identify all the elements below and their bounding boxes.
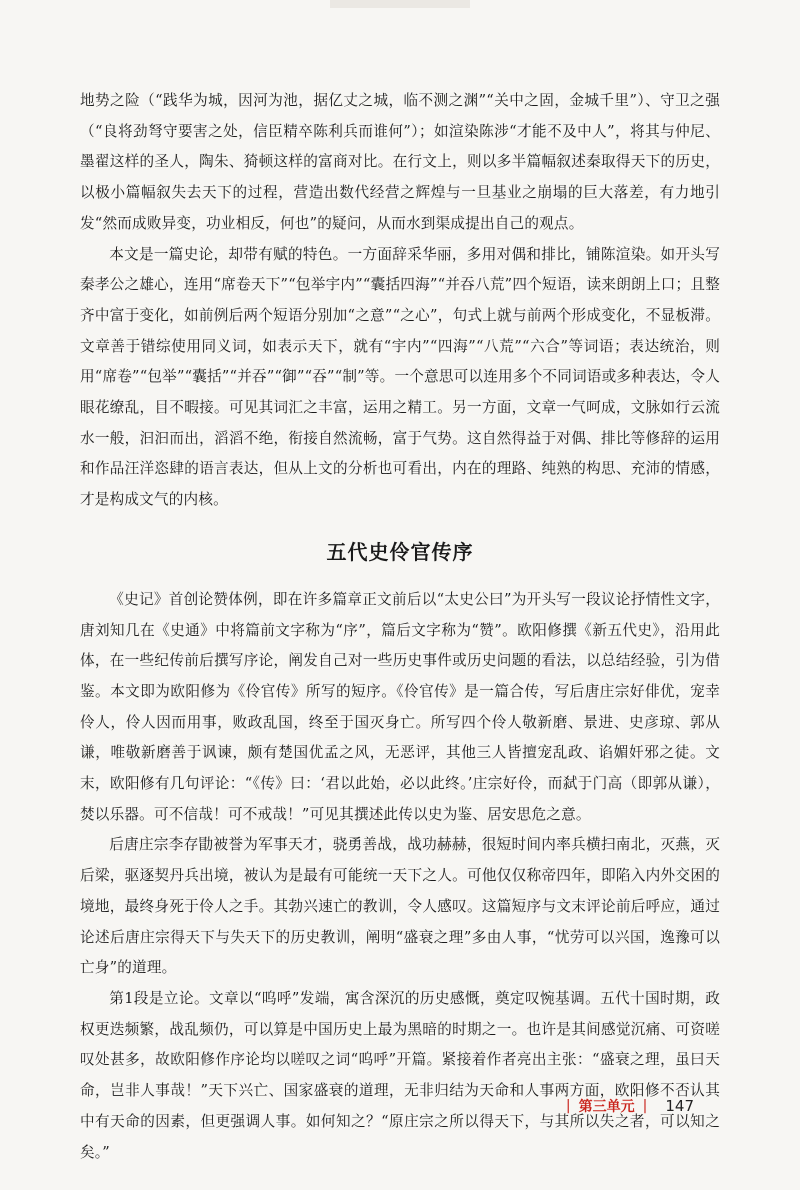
section-title: 五代史伶官传序	[326, 539, 474, 564]
footer-divider: |	[565, 1098, 571, 1114]
unit-label: 第三单元	[578, 1099, 635, 1115]
top-edge-shadow	[330, 0, 470, 8]
page-content	[80, 86, 720, 1168]
paragraph: 《史记》首创论赞体例，即在许多篇章正文前后以“太史公曰”为开头写一段议论抒情性文字，唐刘知几在《史通》中将篇前文字称为“序”，篇后文字称为“赞”。欧阳修撰《新五代史》，沿用此体，在一些纪传前后撰写序论，阐发自己对一些历史事件或历史问题的看法，以总结经验，引为借鉴。本文即为欧阳修为《伶官传》所写的短序。《伶官传》是一篇合传，写后唐庄宗好俳优，宠幸伶人，伶人因而用事，败政乱国，终至于国灭身亡。所写四个伶人敬新磨、景进、史彦琼、郭从谦，唯敬新磨善于讽谏，颇有楚国优孟之风，无恶评，其他三人皆擅宠乱政、谄媚奸邪之徒。文末，欧阳修有几句评论：“《传》曰：‘君以此始，必以此终。’庄宗好伶，而弑于门高（即郭从谦），焚以乐器。可不信哉！可不戒哉！”可见其撰述此传以史为鉴、居安思危之意。	[80, 590, 720, 823]
paragraph: 后唐庄宗李存勖被誉为军事天才，骁勇善战，战功赫赫，很短时间内率兵横扫南北，灭燕，灭后梁，驱逐契丹兵出境，被认为是最有可能统一天下之人。可他仅仅称帝四年，即陷入内外交困的境地，最终身死于伶人之手。其勃兴速亡的教训，令人感叹。这篇短序与文末评论前后呼应，通过论述后唐庄宗得天下与失天下的历史教训，阐明“盛衰之理”多由人事，“忧劳可以兴国，逸豫可以亡身”的道理。	[80, 836, 720, 977]
page-footer	[558, 1096, 694, 1116]
paragraph-continued: 地势之险（“践华为城，因河为池，据亿丈之城，临不测之渊”“关中之固，金城千里”）、守卫之强（“良将劲弩守要害之处，信臣精卒陈利兵而谁何”）；如渲染陈涉“才能不及中人”，将其与仲尼、墨翟这样的圣人，陶朱、猗顿这样的富商对比。在行文上，则以多半篇幅叙述秦取得天下的历史，以极小篇幅叙失去天下的过程，营造出数代经营之辉煌与一旦基业之崩塌的巨大落差，有力地引发“然而成败异变，功业相反，何也”的疑问，从而水到渠成提出自己的观点。	[80, 92, 720, 232]
paragraph: 本文是一篇史论，却带有赋的特色。一方面辞采华丽，多用对偶和排比，铺陈渲染。如开头写秦孝公之雄心，连用“席卷天下”“包举宇内”“囊括四海”“并吞八荒”四个短语，读来朗朗上口；且整齐中富于变化，如前例后两个短语分别加“之意”“之心”，句式上就与前两个形成变化，不显板滞。文章善于错综使用同义词，如表示天下，就有“宇内”“四海”“八荒”“六合”等词语；表达统治，则用“席卷”“包举”“囊括”“并吞”“御”“吞”“制”等。一个意思可以连用多个不同词语或多种表达，令人眼花缭乱，目不暇接。可见其词汇之丰富，运用之精工。另一方面，文章一气呵成，文脉如行云流水一般，汩汩而出，滔滔不绝，衔接自然流畅，富于气势。这自然得益于对偶、排比等修辞的运用和作品汪洋恣肆的语言表达，但从上文的分析也可看出，内在的理路、纯熟的构思、充沛的情感，才是构成文气的内核。	[80, 245, 720, 509]
footer-divider: |	[642, 1098, 648, 1114]
paragraph: 第1段是立论。文章以“呜呼”发端，寓含深沉的历史感慨，奠定叹惋基调。五代十国时期，政权更迭频繁，战乱频仍，可以算是中国历史上最为黑暗的时期之一。也许是其间感觉沉痛、可资嗟叹处甚多，故欧阳修作序论均以嗟叹之词“呜呼”开篇。紧接着作者亮出主张：“盛衰之理，虽曰天命，岂非人事哉！”天下兴亡、国家盛衰的道理，无非归结为天命和人事两方面，欧阳修不否认其中有天命的因素，但更强调人事。如何知之？“原庄宗之所以得天下，与其所以失之者，可以知之矣。”	[80, 989, 720, 1161]
page-number: 147	[665, 1097, 694, 1115]
